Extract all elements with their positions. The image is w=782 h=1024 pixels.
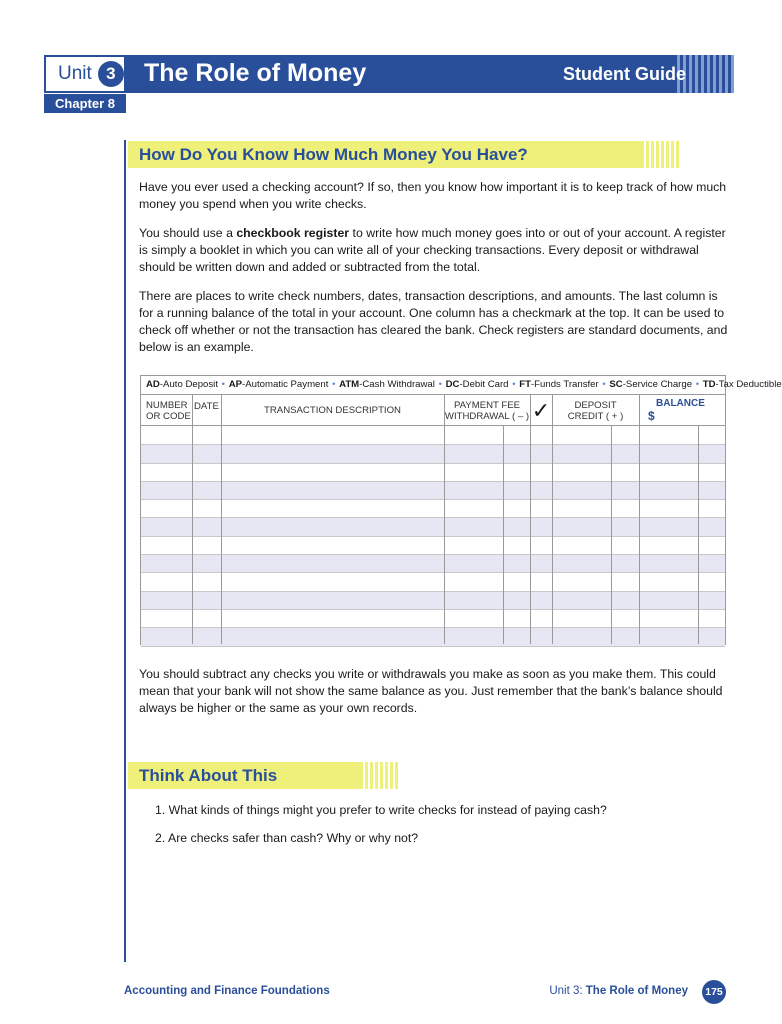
col-divider [503,426,504,644]
register-row [141,592,725,610]
register-row [141,427,725,445]
legend-desc: -Auto Deposit [159,379,218,390]
register-row [141,482,725,500]
header-deposit-line1: DEPOSIT [574,399,617,411]
section-banner-think [128,762,400,789]
page-number: 175 [702,980,726,1004]
margin-rule [124,140,126,962]
student-guide-label: Student Guide [563,64,686,84]
register-header [141,395,725,426]
register-row [141,464,725,482]
paragraph-3: There are places to write check numbers, dates, transaction descriptions, and amounts. The last column is for a running balance of the total in your account. One column has a checkmark at the top. It can be used to check off whether or not the transaction has cleared the bank. Check registers are standard documents, and below is an example. [139,289,728,354]
header-payment-line2: WITHDRAWAL ( – ) [444,410,530,422]
legend-desc: -Cash Withdrawal [359,379,435,390]
register-row [141,537,725,555]
register-row [141,573,725,591]
page-title: The Role of Money [144,59,367,87]
footer-unit-title [549,985,688,997]
register-row [141,500,725,518]
col-divider [611,426,612,644]
header-description-text: TRANSACTION DESCRIPTION [264,405,401,416]
register-row [141,628,725,646]
chapter-label: Chapter 8 [44,94,126,113]
checkmark-icon: ✓ [531,398,551,423]
register-legend: AD-Auto Deposit • AP-Automatic Payment • ATM-Cash Withdrawal • DC-Debit Card • FT-Funds Transfer • SC-Service Charge • TD-Tax Deductible [141,376,725,395]
header-date-text: DATE [194,401,219,412]
header-payment [444,395,530,426]
legend-code: FT [519,379,531,390]
col-divider [221,395,222,644]
section-heading: Think About This [139,765,278,785]
unit-number: 3 [98,61,124,87]
legend-code: AP [228,379,243,390]
legend-desc: -Service Charge [622,379,693,390]
legend-desc: -Tax Deductible [715,379,782,390]
header-deposit-line2: CREDIT ( + ) [567,410,624,422]
footer-unit-prefix: Unit 3: [549,985,586,997]
paragraph-4: You should subtract any checks you write or withdrawals you make as soon as you make them. This could mean that your bank will not show the same balance as you. Just remember that the bank’s balance should always be higher or the same as your own records. [139,667,723,715]
header-payment-line1: PAYMENT FEE [453,399,521,411]
banner-stripes [360,762,400,789]
header-date [194,395,222,426]
legend-desc: -Funds Transfer [530,379,599,390]
legend-code: AD [146,379,160,390]
header-number-line2: OR CODE [146,410,191,422]
banner-stripes [641,141,681,168]
section-banner-money [128,141,681,168]
legend-code: ATM [339,379,360,390]
legend-code: TD [702,379,716,390]
checkbook-register-term: checkbook register [236,226,350,240]
col-divider [639,395,640,644]
legend-code: DC [445,379,460,390]
legend-code: SC [609,379,623,390]
question-list [155,802,607,858]
col-divider [698,426,699,644]
legend-desc: -Automatic Payment [242,379,329,390]
checkbook-register [140,375,782,645]
register-rows [141,427,725,644]
footer-unit-name: The Role of Money [585,985,688,997]
header-deposit [552,395,639,426]
register-row [141,518,725,536]
register-row [141,610,725,628]
balance-dollar-sign: $ [648,409,655,423]
paragraph-2 [139,225,729,276]
header-cleared [530,395,552,426]
unit-label: Unit [58,63,92,84]
question-2: 2. Are checks safer than cash? Why or why not? [155,831,419,845]
header-number [146,395,192,426]
register-row [141,445,725,463]
col-divider [444,395,445,644]
page-header [44,55,734,93]
col-divider [530,395,531,644]
section-heading: How Do You Know How Much Money You Have? [139,144,528,164]
col-divider [552,395,553,644]
header-number-line1: NUMBER [146,399,188,411]
legend-desc: -Debit Card [459,379,509,390]
question-1: 1. What kinds of things might you prefer to write checks for instead of paying cash? [155,803,607,817]
col-divider [192,395,193,644]
header-description [221,395,444,426]
p2-text-b: to write how much money goes into or out of your account. A register is simply a booklet in which you can write all of your checking transactions. Every deposit or withdrawal should be written down and added or subtracted from the total. [139,226,726,274]
paragraph-1: Have you ever used a checking account? If so, then you know how important it is to keep track of how much money you spend when you write checks. [139,180,727,211]
register-row [141,555,725,573]
p2-text-a: You should use a [139,226,237,240]
unit-badge [44,55,126,93]
header-balance: BALANCE [656,398,705,409]
footer-course-title: Accounting and Finance Foundations [124,985,330,997]
